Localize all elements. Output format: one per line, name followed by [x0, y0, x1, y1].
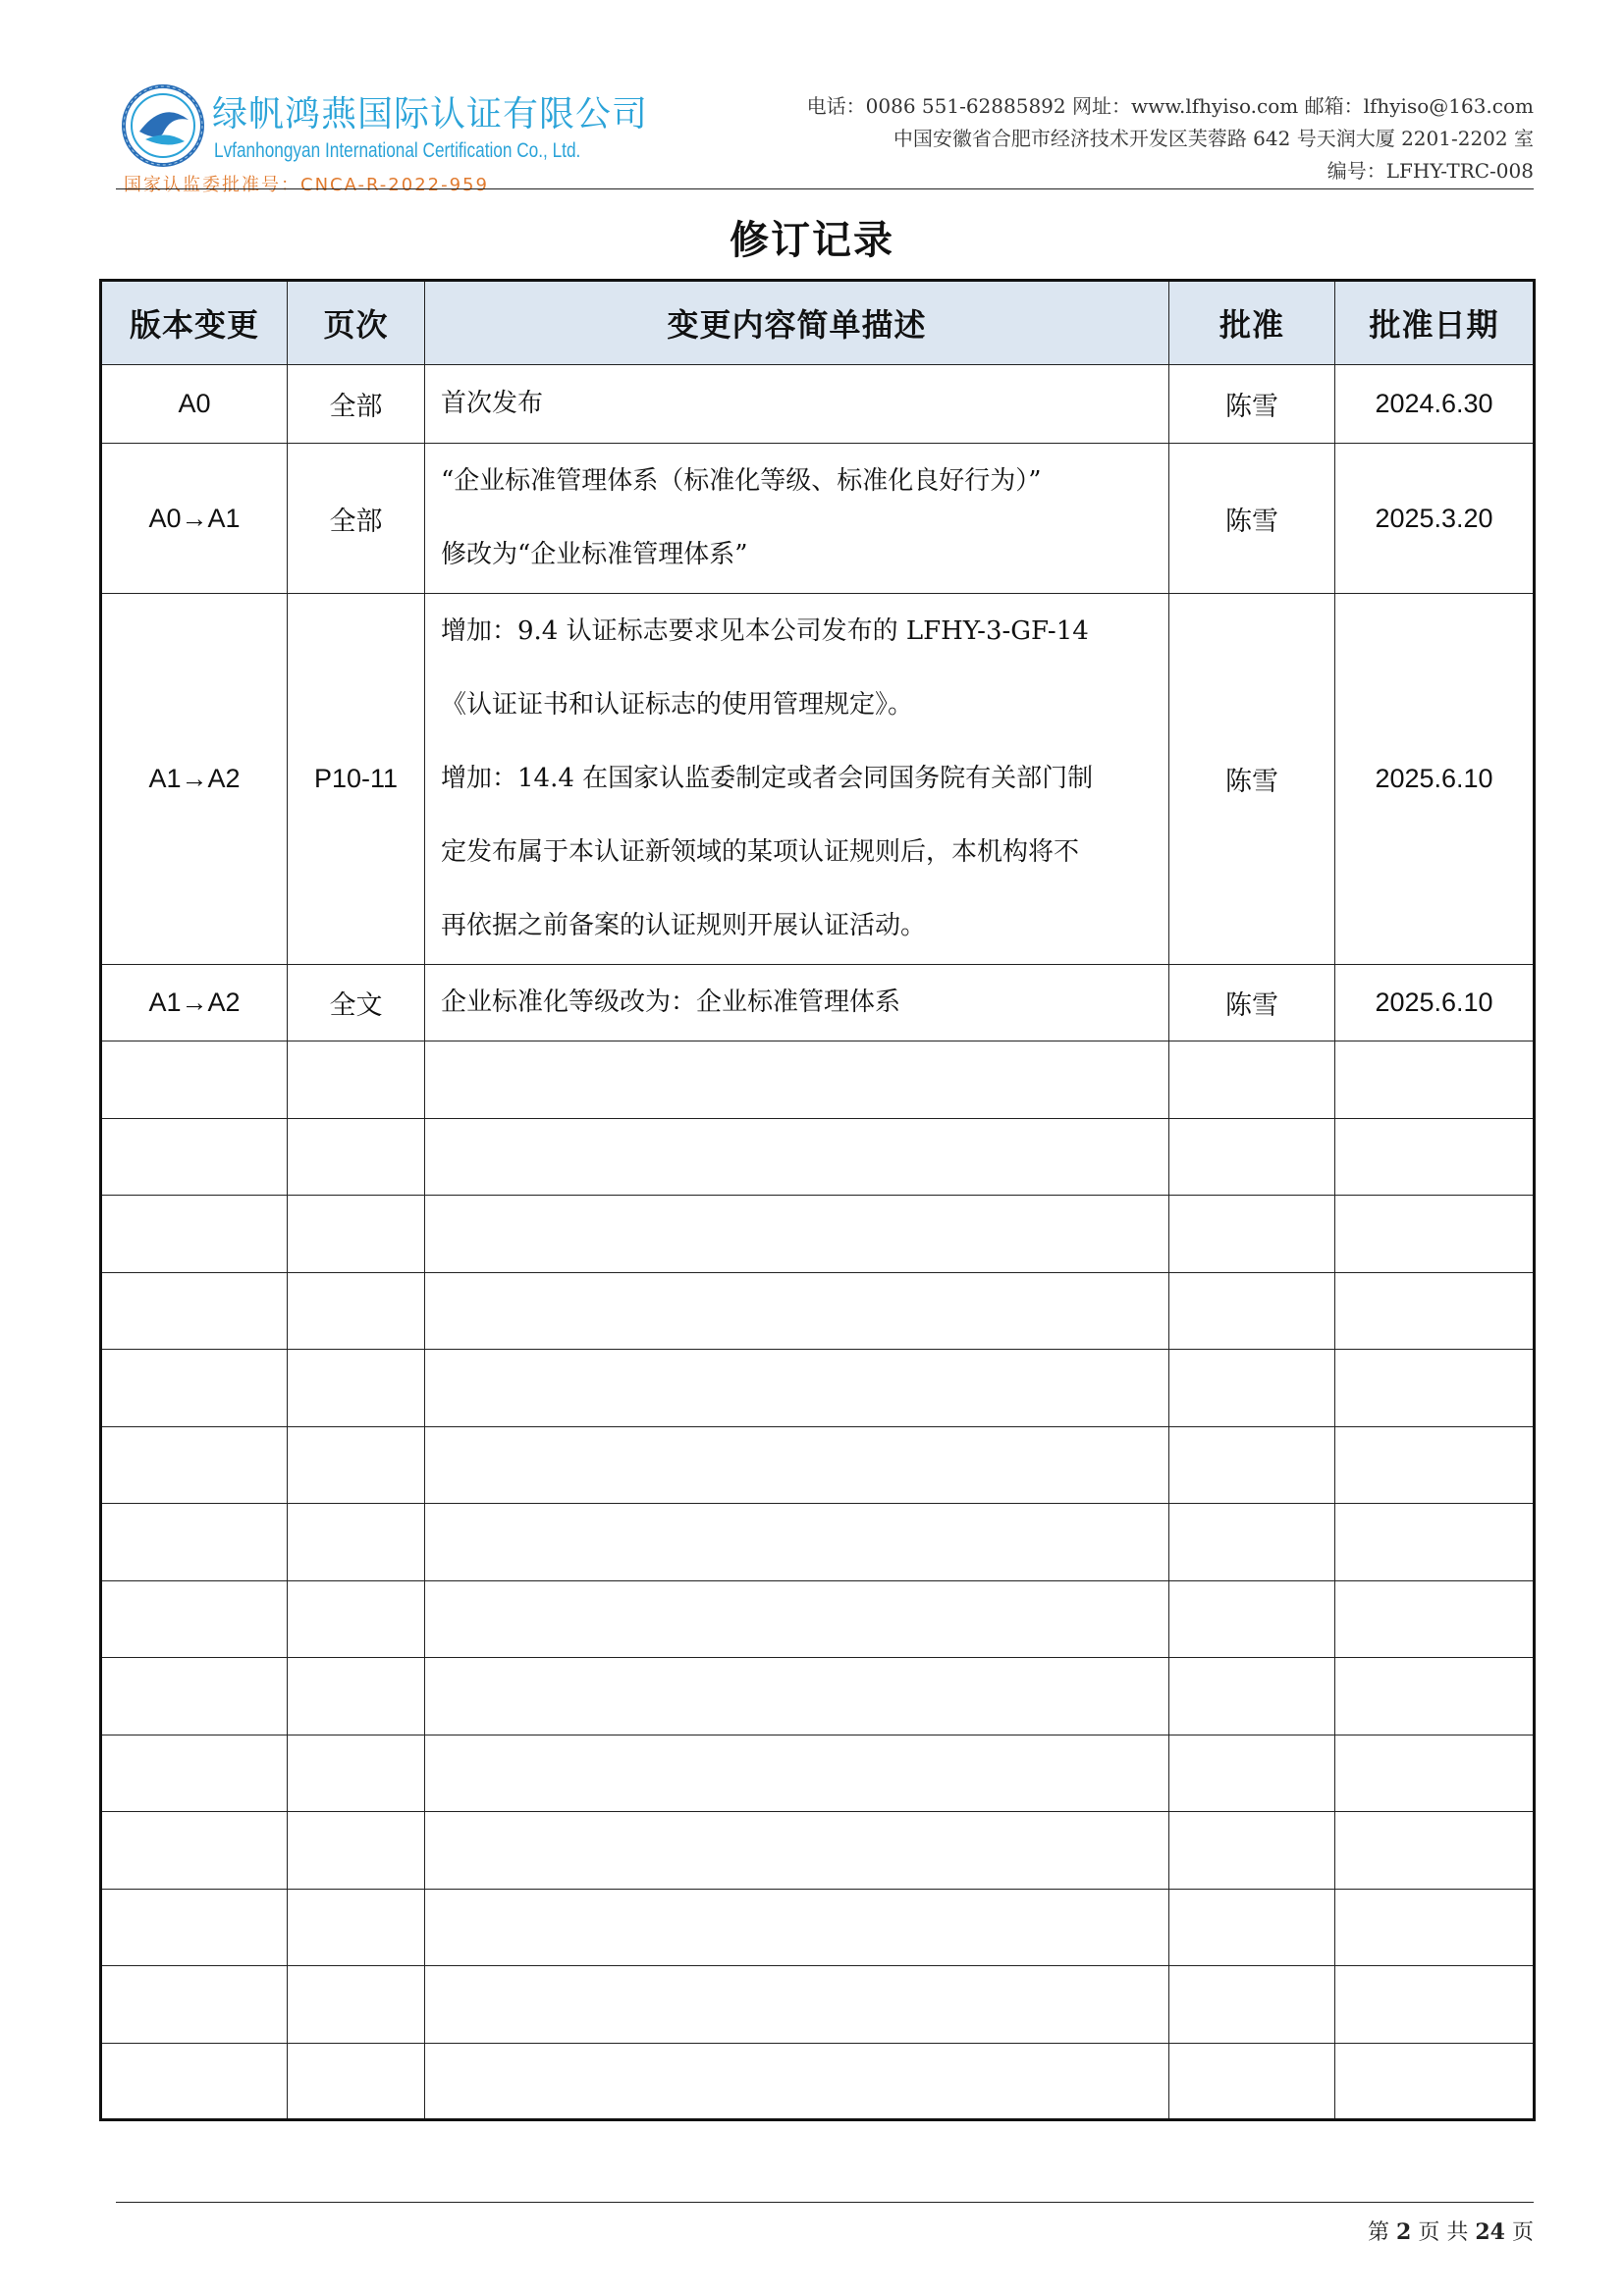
empty-cell	[425, 1658, 1169, 1735]
empty-cell	[1169, 1426, 1335, 1504]
contact-line: 电话：0086 551-62885892 网址：www.lfhyiso.com 邮箱：lfhyiso@163.com	[806, 94, 1534, 118]
total-pages: 24	[1475, 2219, 1505, 2245]
description-line: 修改为“企业标准管理体系”	[441, 540, 748, 569]
empty-cell	[288, 1889, 425, 1966]
empty-cell	[1335, 1426, 1535, 1504]
page-number	[1368, 2216, 1534, 2246]
empty-cell	[288, 1735, 425, 1812]
empty-cell	[101, 1118, 288, 1196]
description-line: 增加：9.4 认证标志要求见本公司发布的 LFHY-3-GF-14	[441, 616, 1089, 646]
empty-table-row	[101, 1350, 1535, 1427]
empty-cell	[101, 1580, 288, 1658]
empty-cell	[288, 1580, 425, 1658]
empty-cell	[425, 1580, 1169, 1658]
empty-cell	[288, 1041, 425, 1119]
description-cell	[425, 594, 1169, 965]
table-row	[101, 594, 1535, 965]
description-line: 增加：14.4 在国家认监委制定或者会同国务院有关部门制	[441, 764, 1094, 793]
date-cell: 2025.6.10	[1335, 965, 1535, 1041]
empty-cell	[1335, 1272, 1535, 1350]
empty-cell	[425, 1504, 1169, 1581]
empty-cell	[1169, 1966, 1335, 2044]
empty-cell	[288, 1504, 425, 1581]
empty-cell	[101, 1812, 288, 1890]
page-prefix: 第	[1368, 2220, 1390, 2245]
document-number: 编号：LFHY-TRC-008	[1326, 159, 1534, 183]
empty-table-row	[101, 1658, 1535, 1735]
empty-table-row	[101, 1504, 1535, 1581]
empty-cell	[1169, 1658, 1335, 1735]
description-line: 《认证证书和认证标志的使用管理规定》。	[441, 690, 914, 720]
table-row	[101, 965, 1535, 1041]
empty-table-row	[101, 1196, 1535, 1273]
empty-cell	[101, 1350, 288, 1427]
empty-table-row	[101, 1118, 1535, 1196]
empty-cell	[288, 1966, 425, 2044]
page-suffix: 页	[1511, 2220, 1534, 2245]
footer-divider	[116, 2202, 1534, 2203]
empty-cell	[101, 1658, 288, 1735]
empty-cell	[288, 1426, 425, 1504]
column-header-date: 批准日期	[1335, 281, 1535, 365]
empty-cell	[101, 1735, 288, 1812]
empty-cell	[1335, 1041, 1535, 1119]
empty-cell	[1335, 1889, 1535, 1966]
empty-cell	[1335, 1966, 1535, 2044]
empty-table-row	[101, 1041, 1535, 1119]
empty-table-row	[101, 1272, 1535, 1350]
table-header-row	[101, 281, 1535, 365]
empty-cell	[1169, 1041, 1335, 1119]
approver-cell: 陈雪	[1169, 444, 1335, 594]
empty-cell	[1169, 1272, 1335, 1350]
empty-cell	[425, 1812, 1169, 1890]
description-cell	[425, 444, 1169, 594]
empty-table-row	[101, 1580, 1535, 1658]
empty-cell	[1169, 1504, 1335, 1581]
description-cell	[425, 965, 1169, 1041]
empty-cell	[1169, 1580, 1335, 1658]
empty-table-row	[101, 2043, 1535, 2120]
empty-cell	[1335, 1504, 1535, 1581]
empty-cell	[288, 1658, 425, 1735]
empty-cell	[425, 1196, 1169, 1273]
pages-cell: P10-11	[288, 594, 425, 965]
empty-cell	[1169, 1889, 1335, 1966]
description-line: “企业标准管理体系（标准化等级、标准化良好行为）”	[441, 466, 1042, 496]
company-name-cn: 绿帆鸿燕国际认证有限公司	[212, 94, 649, 134]
empty-cell	[425, 1041, 1169, 1119]
column-header-approver: 批准	[1169, 281, 1335, 365]
table-row	[101, 365, 1535, 444]
header-divider	[116, 188, 1534, 189]
description-line: 再依据之前备案的认证规则开展认证活动。	[441, 911, 927, 940]
empty-cell	[101, 1041, 288, 1119]
company-logo	[120, 77, 748, 195]
page-header	[116, 71, 1534, 195]
empty-cell	[425, 1272, 1169, 1350]
empty-table-row	[101, 1426, 1535, 1504]
version-cell: A1→A2	[101, 965, 288, 1041]
description-line: 定发布属于本认证新领域的某项认证规则后，本机构将不	[441, 837, 1080, 867]
empty-cell	[288, 1118, 425, 1196]
column-header-description: 变更内容简单描述	[425, 281, 1169, 365]
approver-cell: 陈雪	[1169, 365, 1335, 444]
approver-cell: 陈雪	[1169, 965, 1335, 1041]
approver-cell: 陈雪	[1169, 594, 1335, 965]
company-emblem-icon	[120, 82, 206, 169]
empty-cell	[101, 1966, 288, 2044]
empty-table-row	[101, 1812, 1535, 1890]
empty-cell	[288, 1196, 425, 1273]
empty-cell	[425, 1350, 1169, 1427]
empty-cell	[101, 1504, 288, 1581]
empty-cell	[1169, 1118, 1335, 1196]
pages-cell: 全部	[288, 444, 425, 594]
empty-cell	[1335, 1196, 1535, 1273]
empty-cell	[288, 1272, 425, 1350]
empty-cell	[1169, 2043, 1335, 2120]
empty-cell	[1335, 1658, 1535, 1735]
empty-cell	[1335, 1580, 1535, 1658]
empty-cell	[1335, 1735, 1535, 1812]
empty-cell	[101, 1272, 288, 1350]
empty-cell	[425, 1426, 1169, 1504]
empty-cell	[1169, 1735, 1335, 1812]
empty-cell	[1335, 2043, 1535, 2120]
pages-cell: 全文	[288, 965, 425, 1041]
empty-cell	[1169, 1196, 1335, 1273]
description-line: 企业标准化等级改为：企业标准管理体系	[441, 988, 901, 1017]
description-cell	[425, 365, 1169, 444]
empty-cell	[101, 1889, 288, 1966]
empty-cell	[1335, 1812, 1535, 1890]
empty-cell	[288, 1350, 425, 1427]
empty-cell	[1169, 1812, 1335, 1890]
empty-cell	[101, 1196, 288, 1273]
approval-number: 国家认监委批准号：CNCA-R-2022-959	[124, 175, 489, 195]
empty-table-row	[101, 1735, 1535, 1812]
empty-cell	[425, 1966, 1169, 2044]
address-line: 中国安徽省合肥市经济技术开发区芙蓉路 642 号天润大厦 2201-2202 室	[893, 127, 1534, 150]
page-title: 修订记录	[730, 218, 894, 263]
pages-cell: 全部	[288, 365, 425, 444]
empty-table-row	[101, 1966, 1535, 2044]
version-cell: A0→A1	[101, 444, 288, 594]
empty-cell	[425, 2043, 1169, 2120]
column-header-version: 版本变更	[101, 281, 288, 365]
company-name-en: Lvfanhongyan International Certification Co., Ltd.	[214, 139, 581, 162]
empty-cell	[1169, 1350, 1335, 1427]
header-contact-block	[807, 90, 1534, 187]
empty-cell	[1335, 1118, 1535, 1196]
empty-cell	[425, 1118, 1169, 1196]
version-cell: A0	[101, 365, 288, 444]
empty-cell	[425, 1735, 1169, 1812]
description-line: 首次发布	[441, 389, 544, 418]
version-cell: A1→A2	[101, 594, 288, 965]
empty-cell	[1335, 1350, 1535, 1427]
table-row	[101, 444, 1535, 594]
date-cell: 2025.6.10	[1335, 594, 1535, 965]
empty-cell	[425, 1889, 1169, 1966]
page-mid: 页 共	[1418, 2220, 1469, 2245]
empty-cell	[288, 2043, 425, 2120]
date-cell: 2024.6.30	[1335, 365, 1535, 444]
date-cell: 2025.3.20	[1335, 444, 1535, 594]
current-page: 2	[1396, 2219, 1412, 2245]
column-header-pages: 页次	[288, 281, 425, 365]
revision-table	[99, 279, 1536, 2121]
empty-table-row	[101, 1889, 1535, 1966]
empty-cell	[101, 1426, 288, 1504]
empty-cell	[288, 1812, 425, 1890]
empty-cell	[101, 2043, 288, 2120]
